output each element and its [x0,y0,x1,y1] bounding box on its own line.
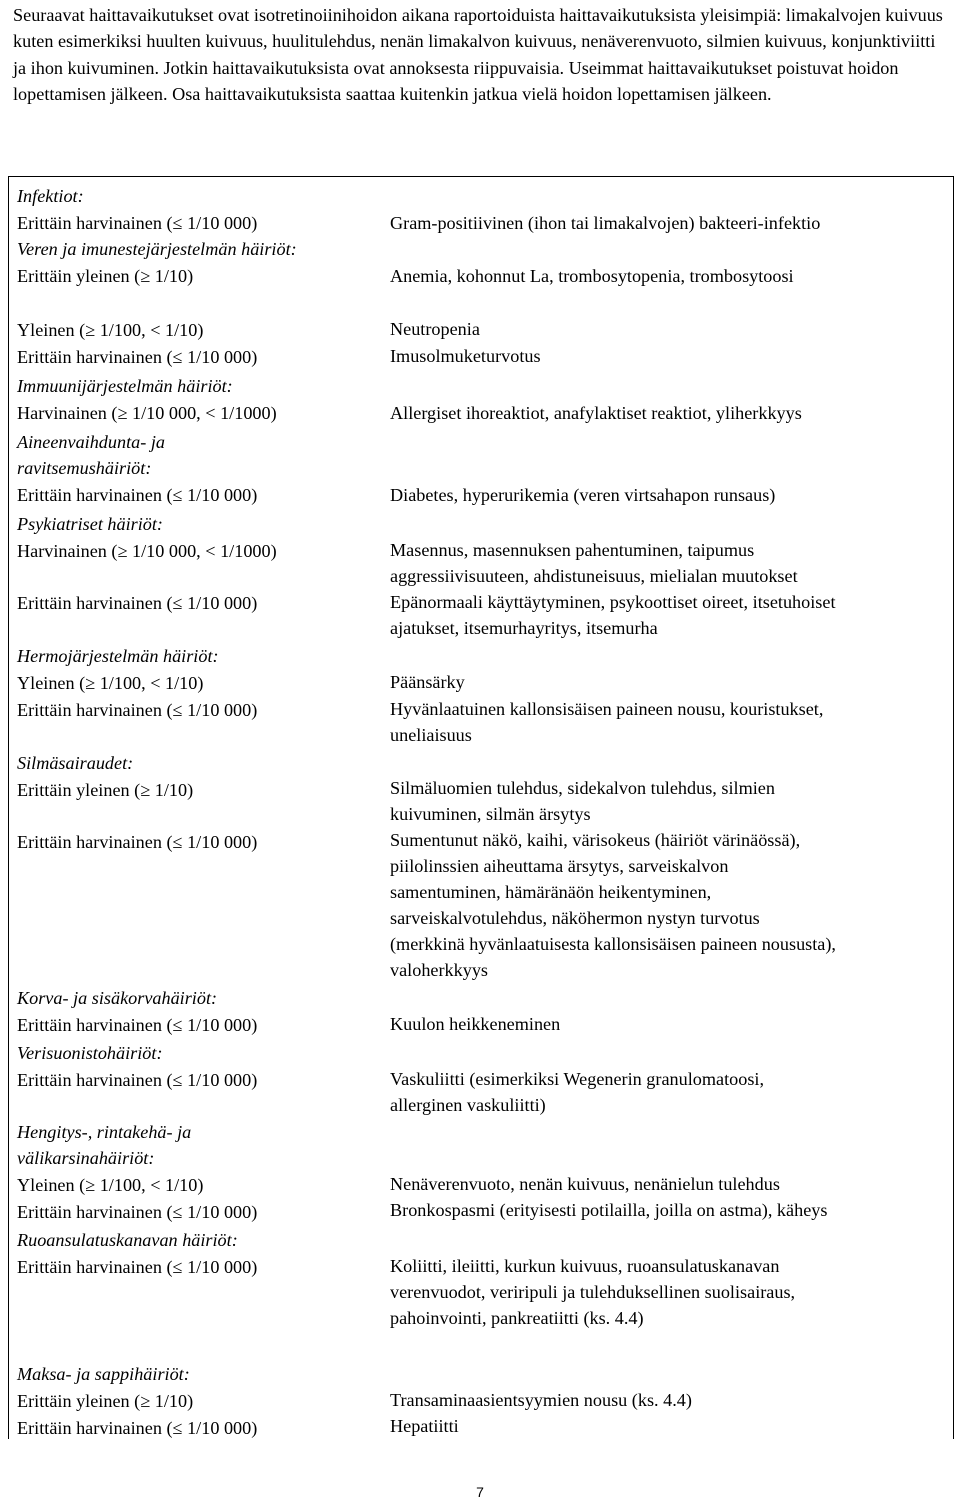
frequency-label: Erittäin yleinen (≥ 1/10) [17,1391,194,1411]
frequency-label: Yleinen (≥ 1/100, < 1/10) [17,1175,204,1195]
effect-text: Kuulon heikkeneminen [390,1014,561,1034]
category-vascular: Verisuonistohäiriöt: [17,1043,163,1063]
effect-text: Hyvänlaatuinen kallonsisäisen paineen nousu, kouristukset, [390,699,824,719]
category-psychiatric: Psykiatriset häiriöt: [17,514,163,534]
category-gi: Ruoansulatuskanavan häiriöt: [17,1230,238,1250]
effect-text: piilolinssien aiheuttama ärsytys, sarveiskalvon [390,856,729,876]
effect-text: Allergiset ihoreaktiot, anafylaktiset reaktiot, yliherkkyys [390,403,802,423]
frequency-label: Harvinainen (≥ 1/10 000, < 1/1000) [17,541,277,561]
frequency-label: Erittäin yleinen (≥ 1/10) [17,780,194,800]
category-hepatobiliary: Maksa- ja sappihäiriöt: [17,1364,190,1384]
page-number: 7 [476,1484,484,1500]
effect-text: Vaskuliitti (esimerkiksi Wegenerin granulomatoosi, [390,1069,765,1089]
category-blood: Veren ja imunestejärjestelmän häiriöt: [17,239,297,259]
effect-text: Anemia, kohonnut La, trombosytopenia, trombosytoosi [390,266,794,286]
effect-text: aggressiivisuuteen, ahdistuneisuus, mielialan muutokset [390,566,798,586]
effect-text: Silmäluomien tulehdus, sidekalvon tulehdus, silmien [390,778,775,798]
effect-text: allerginen vaskuliitti) [390,1095,546,1115]
effect-text: Hepatiitti [390,1416,459,1436]
effect-text: sarveiskalvotulehdus, näköhermon nystyn turvotus [390,908,760,928]
frequency-label: Erittäin harvinainen (≤ 1/10 000) [17,213,258,233]
effect-text: Päänsärky [390,672,465,692]
category-respiratory-cont: välikarsinahäiriöt: [17,1148,155,1168]
category-infections: Infektiot: [17,186,84,206]
frequency-label: Erittäin harvinainen (≤ 1/10 000) [17,485,258,505]
effect-text: Koliitti, ileiitti, kurkun kuivuus, ruoansulatuskanavan [390,1256,780,1276]
frequency-label: Erittäin harvinainen (≤ 1/10 000) [17,1257,258,1277]
frequency-label: Erittäin harvinainen (≤ 1/10 000) [17,1015,258,1035]
effect-text: kuivuminen, silmän ärsytys [390,804,591,824]
frequency-label: Erittäin harvinainen (≤ 1/10 000) [17,593,258,613]
effect-text: Sumentunut näkö, kaihi, värisokeus (häiriöt värinäössä), [390,830,801,850]
effect-text: valoherkkyys [390,960,488,980]
category-eye: Silmäsairaudet: [17,753,134,773]
frequency-label: Erittäin harvinainen (≤ 1/10 000) [17,347,258,367]
effect-text: Diabetes, hyperurikemia (veren virtsahapon runsaus) [390,485,776,505]
effect-text: pahoinvointi, pankreatiitti (ks. 4.4) [390,1308,644,1328]
effect-text: Neutropenia [390,319,480,339]
adverse-effects-table [8,176,954,1439]
effect-text: ajatukset, itsemurhayritys, itsemurha [390,618,658,638]
category-immune: Immuunijärjestelmän häiriöt: [17,376,233,396]
effect-text: Masennus, masennuksen pahentuminen, taipumus [390,540,755,560]
frequency-label: Erittäin harvinainen (≤ 1/10 000) [17,700,258,720]
frequency-label: Yleinen (≥ 1/100, < 1/10) [17,673,204,693]
category-metabolism-cont: ravitsemushäiriöt: [17,458,152,478]
effect-text: verenvuodot, veriripuli ja tulehduksellinen suolisairaus, [390,1282,796,1302]
effect-text: Gram-positiivinen (ihon tai limakalvojen) bakteeri-infektio [390,213,821,233]
effect-text: (merkkinä hyvänlaatuisesta kallonsisäisen paineen noususta), [390,934,836,954]
frequency-label: Erittäin yleinen (≥ 1/10) [17,266,194,286]
effect-text: Imusolmuketurvotus [390,346,541,366]
category-ear: Korva- ja sisäkorvahäiriöt: [17,988,218,1008]
category-metabolism: Aineenvaihdunta- ja [17,432,165,452]
frequency-label: Yleinen (≥ 1/100, < 1/10) [17,320,204,340]
intro-paragraph: Seuraavat haittavaikutukset ovat isotretinoiinihoidon aikana raportoiduista haittavaikutuksista yleisimpiä: limakalvojen kuivuus kuten esimerkiksi huulten kuivuus, huulitulehdus, nenän limakalvon kuivuus, nenäverenvuoto, silmien kuivuus, konjunktiviitti ja ihon kuivuminen. Jotkin haittavaikutuksista ovat annoksesta riippuvaisia. Useimmat haittavaikutukset poistuvat hoidon lopettamisen jälkeen. Osa haittavaikutuksista saattaa kuitenkin jatkua vielä hoidon lopettamisen jälkeen. [13,5,943,104]
frequency-label: Erittäin harvinainen (≤ 1/10 000) [17,1202,258,1222]
frequency-label: Erittäin harvinainen (≤ 1/10 000) [17,1418,258,1438]
frequency-label: Erittäin harvinainen (≤ 1/10 000) [17,832,258,852]
category-respiratory: Hengitys-, rintakehä- ja [17,1122,192,1142]
category-nervous: Hermojärjestelmän häiriöt: [17,646,219,666]
effect-text: Epänormaali käyttäytyminen, psykoottiset oireet, itsetuhoiset [390,592,836,612]
effect-text: uneliaisuus [390,725,472,745]
effect-text: samentuminen, hämäränäön heikentyminen, [390,882,712,902]
frequency-label: Harvinainen (≥ 1/10 000, < 1/1000) [17,403,277,423]
effect-text: Nenäverenvuoto, nenän kuivuus, nenänielun tulehdus [390,1174,780,1194]
effect-text: Bronkospasmi (erityisesti potilailla, joilla on astma), käheys [390,1200,828,1220]
frequency-label: Erittäin harvinainen (≤ 1/10 000) [17,1070,258,1090]
effect-text: Transaminaasientsyymien nousu (ks. 4.4) [390,1390,692,1410]
